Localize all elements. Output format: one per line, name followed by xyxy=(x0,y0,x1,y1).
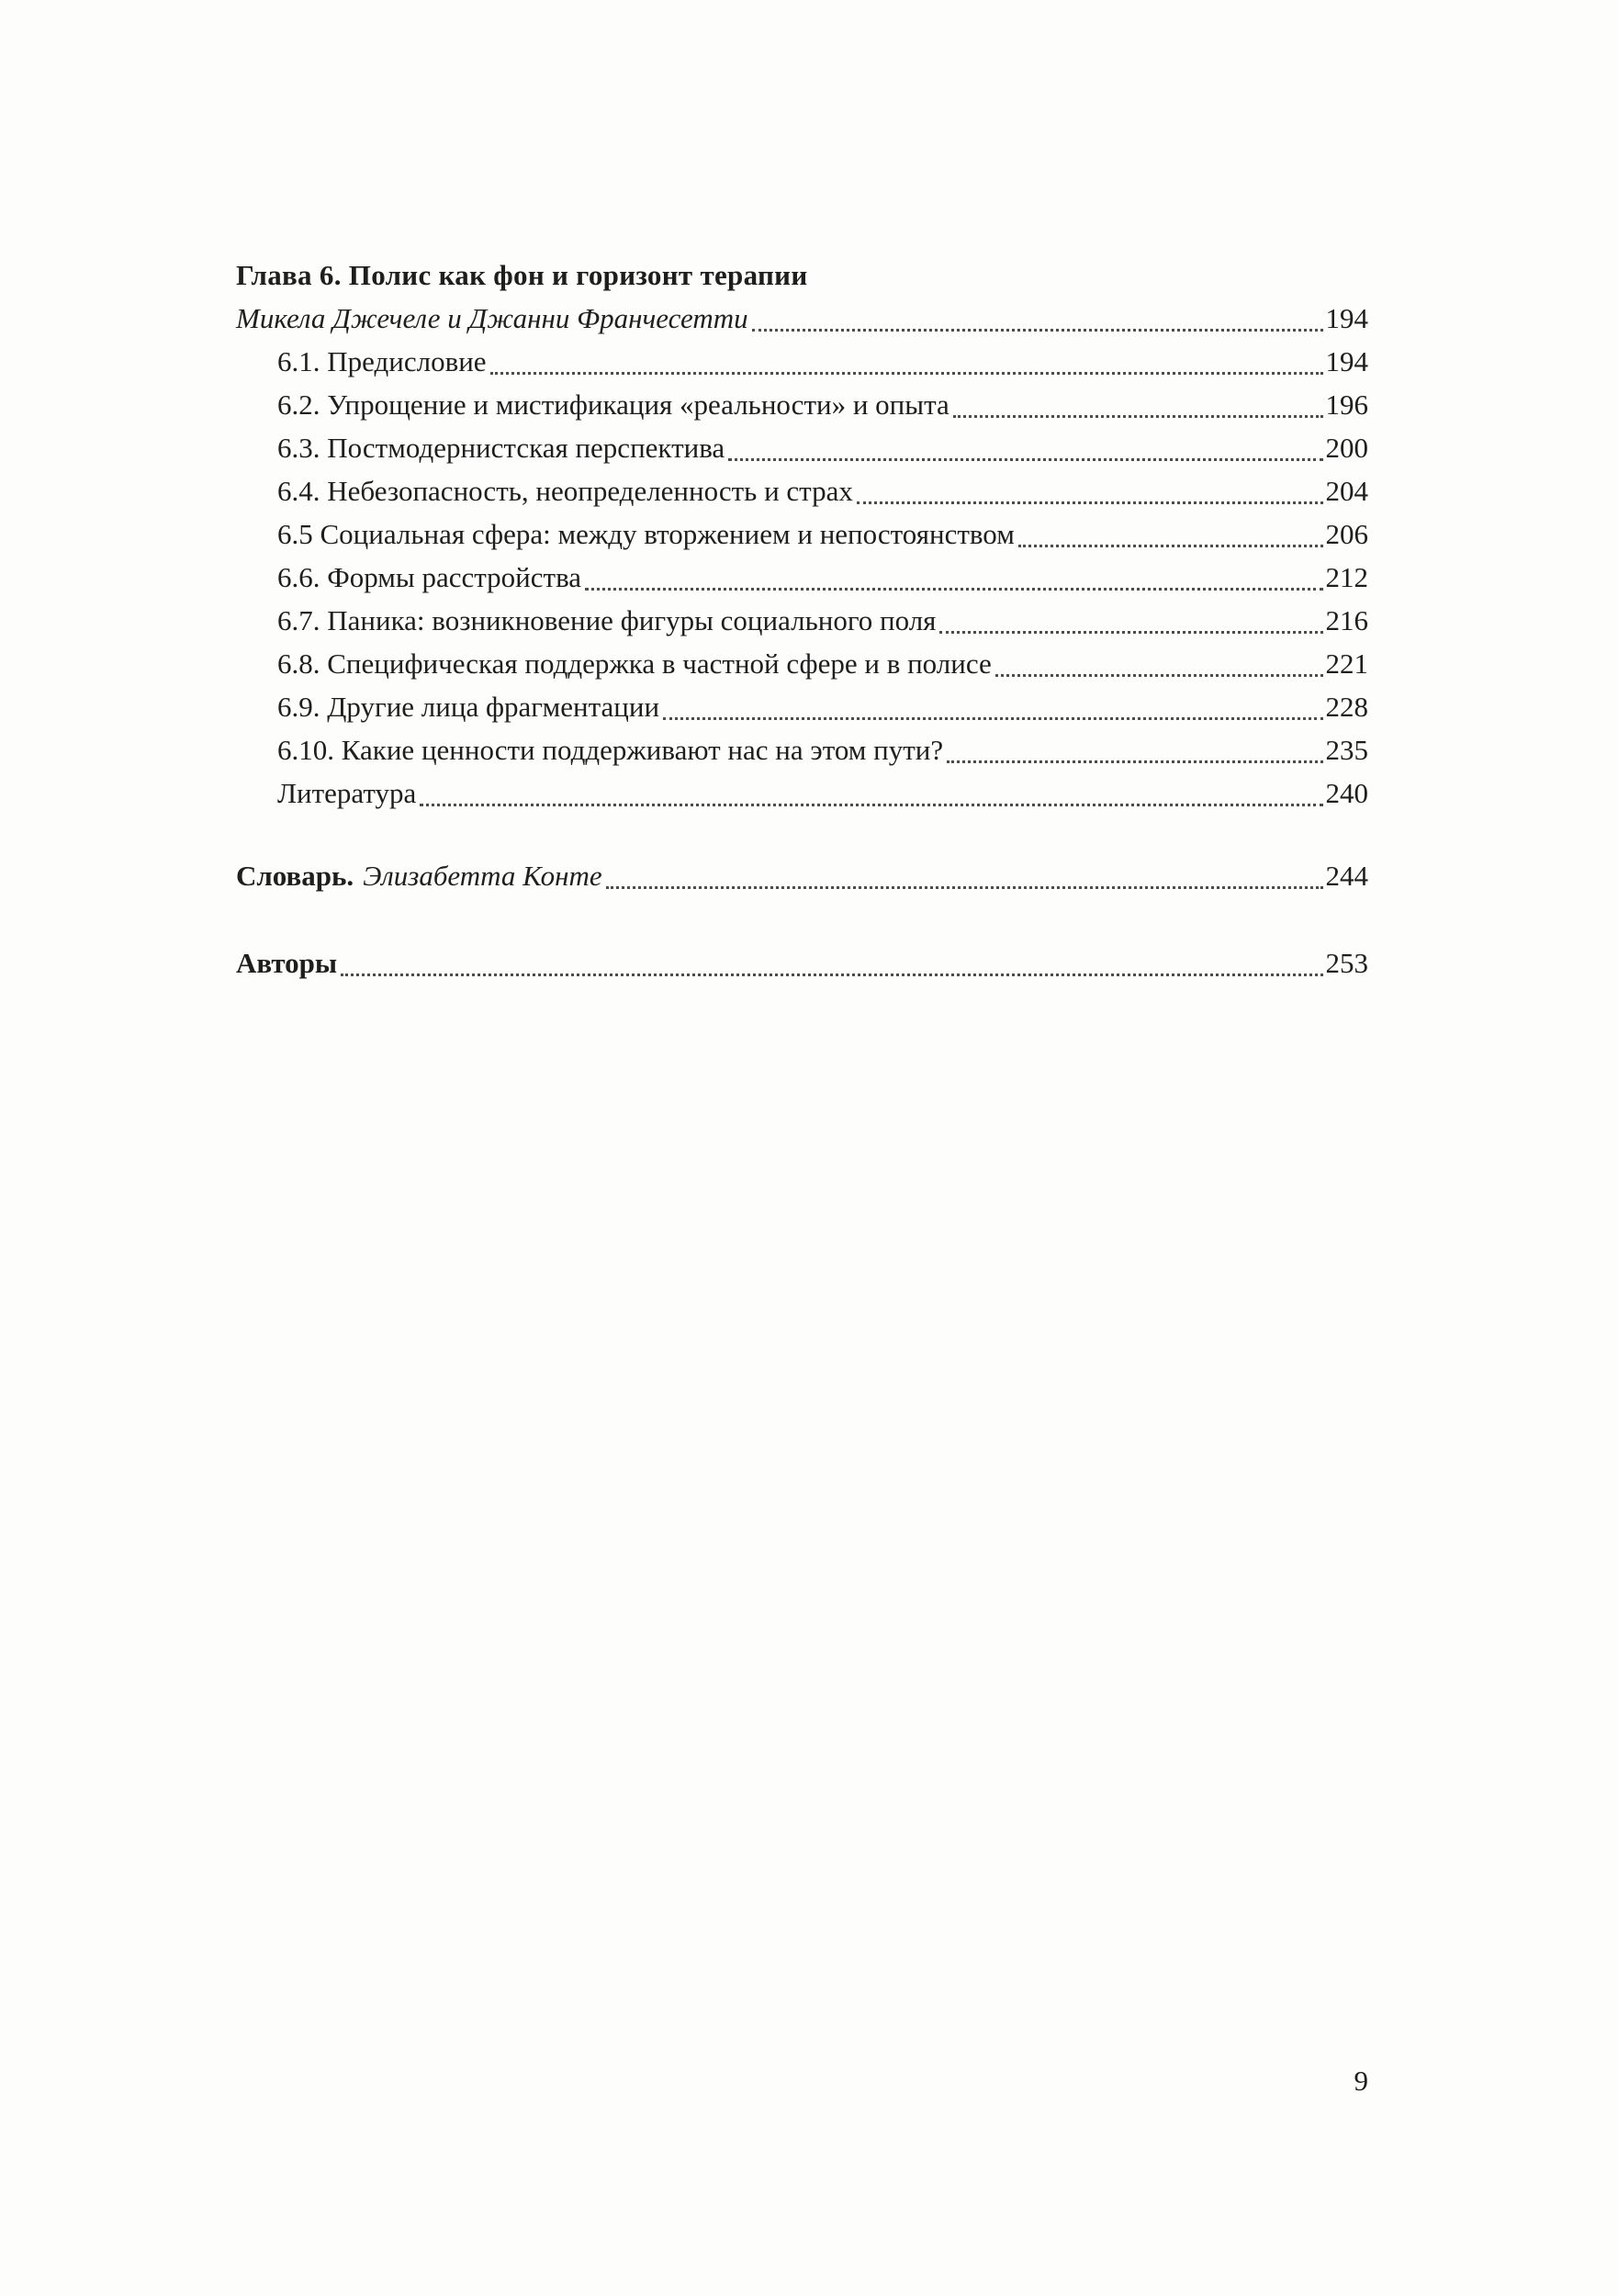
glossary-author: Элизабетта Конте xyxy=(363,860,602,892)
toc-entry xyxy=(277,556,1368,599)
page-ref: 221 xyxy=(1325,647,1368,680)
toc-entry xyxy=(277,685,1368,728)
toc-entry-label: Литература xyxy=(277,777,417,809)
toc-entry-label: 6.4. Небезопасность, неопределенность и страх xyxy=(277,475,853,507)
page-ref: 194 xyxy=(1325,302,1368,334)
page-ref: 194 xyxy=(1325,345,1368,377)
toc-entry-label: 6.3. Постмодернистская перспектива xyxy=(277,432,725,464)
dot-leader xyxy=(663,717,1322,720)
toc-entry xyxy=(277,728,1368,771)
dot-leader xyxy=(728,458,1322,461)
toc-entry xyxy=(277,642,1368,685)
dot-leader xyxy=(939,631,1322,634)
dot-leader xyxy=(857,501,1323,504)
chapter-authors: Микела Джечеле и Джанни Франчесетти xyxy=(236,302,748,334)
page-number: 9 xyxy=(1354,2065,1368,2097)
toc-entry-label: 6.1. Предисловие xyxy=(277,345,487,377)
toc-entry xyxy=(277,383,1368,426)
toc-block xyxy=(236,253,1368,985)
dot-leader xyxy=(585,588,1322,591)
dot-leader xyxy=(947,760,1322,763)
dot-leader xyxy=(490,372,1323,375)
toc-entry xyxy=(277,426,1368,469)
page-ref: 244 xyxy=(1325,860,1368,892)
toc-entry-authors xyxy=(236,941,1368,985)
dot-leader xyxy=(341,974,1322,976)
page-ref: 200 xyxy=(1325,432,1368,464)
dot-leader xyxy=(606,886,1323,889)
toc-entry xyxy=(277,469,1368,512)
page-ref: 216 xyxy=(1325,604,1368,636)
toc-entries xyxy=(277,340,1368,815)
toc-entry-label: 6.8. Специфическая поддержка в частной сфере и в полисе xyxy=(277,647,992,680)
toc-entry-label: 6.9. Другие лица фрагментации xyxy=(277,691,660,723)
toc-entry xyxy=(277,599,1368,642)
glossary-title: Словарь. xyxy=(236,860,354,892)
dot-leader xyxy=(420,804,1322,806)
glossary-label xyxy=(236,854,602,897)
page-ref: 240 xyxy=(1325,777,1368,809)
chapter-heading: Глава 6. Полис как фон и горизонт терапии xyxy=(236,259,808,291)
toc-entry-label: 6.2. Упрощение и мистификация «реальности» и опыта xyxy=(277,388,949,421)
page-ref: 206 xyxy=(1325,518,1368,550)
toc-entry-glossary xyxy=(236,854,1368,897)
dot-leader xyxy=(953,415,1323,418)
page-ref: 212 xyxy=(1325,561,1368,593)
toc-entry-label: 6.7. Паника: возникновение фигуры социального поля xyxy=(277,604,937,636)
dot-leader xyxy=(1018,545,1323,547)
toc-entry-label: 6.5 Социальная сфера: между вторжением и непостоянством xyxy=(277,518,1015,550)
page-ref: 228 xyxy=(1325,691,1368,723)
toc-entry-label: 6.6. Формы расстройства xyxy=(277,561,582,593)
toc-entry-chapter-authors xyxy=(236,297,1368,340)
toc-entry xyxy=(277,771,1368,815)
page-ref: 253 xyxy=(1325,947,1368,979)
page-ref: 204 xyxy=(1325,475,1368,507)
page-ref: 196 xyxy=(1325,388,1368,421)
toc-entry xyxy=(277,340,1368,383)
toc-entry xyxy=(277,512,1368,556)
toc-entry-label: 6.10. Какие ценности поддерживают нас на этом пути? xyxy=(277,734,944,766)
authors-section-label: Авторы xyxy=(236,947,338,979)
page-ref: 235 xyxy=(1325,734,1368,766)
dot-leader xyxy=(995,674,1323,677)
dot-leader xyxy=(752,329,1323,332)
